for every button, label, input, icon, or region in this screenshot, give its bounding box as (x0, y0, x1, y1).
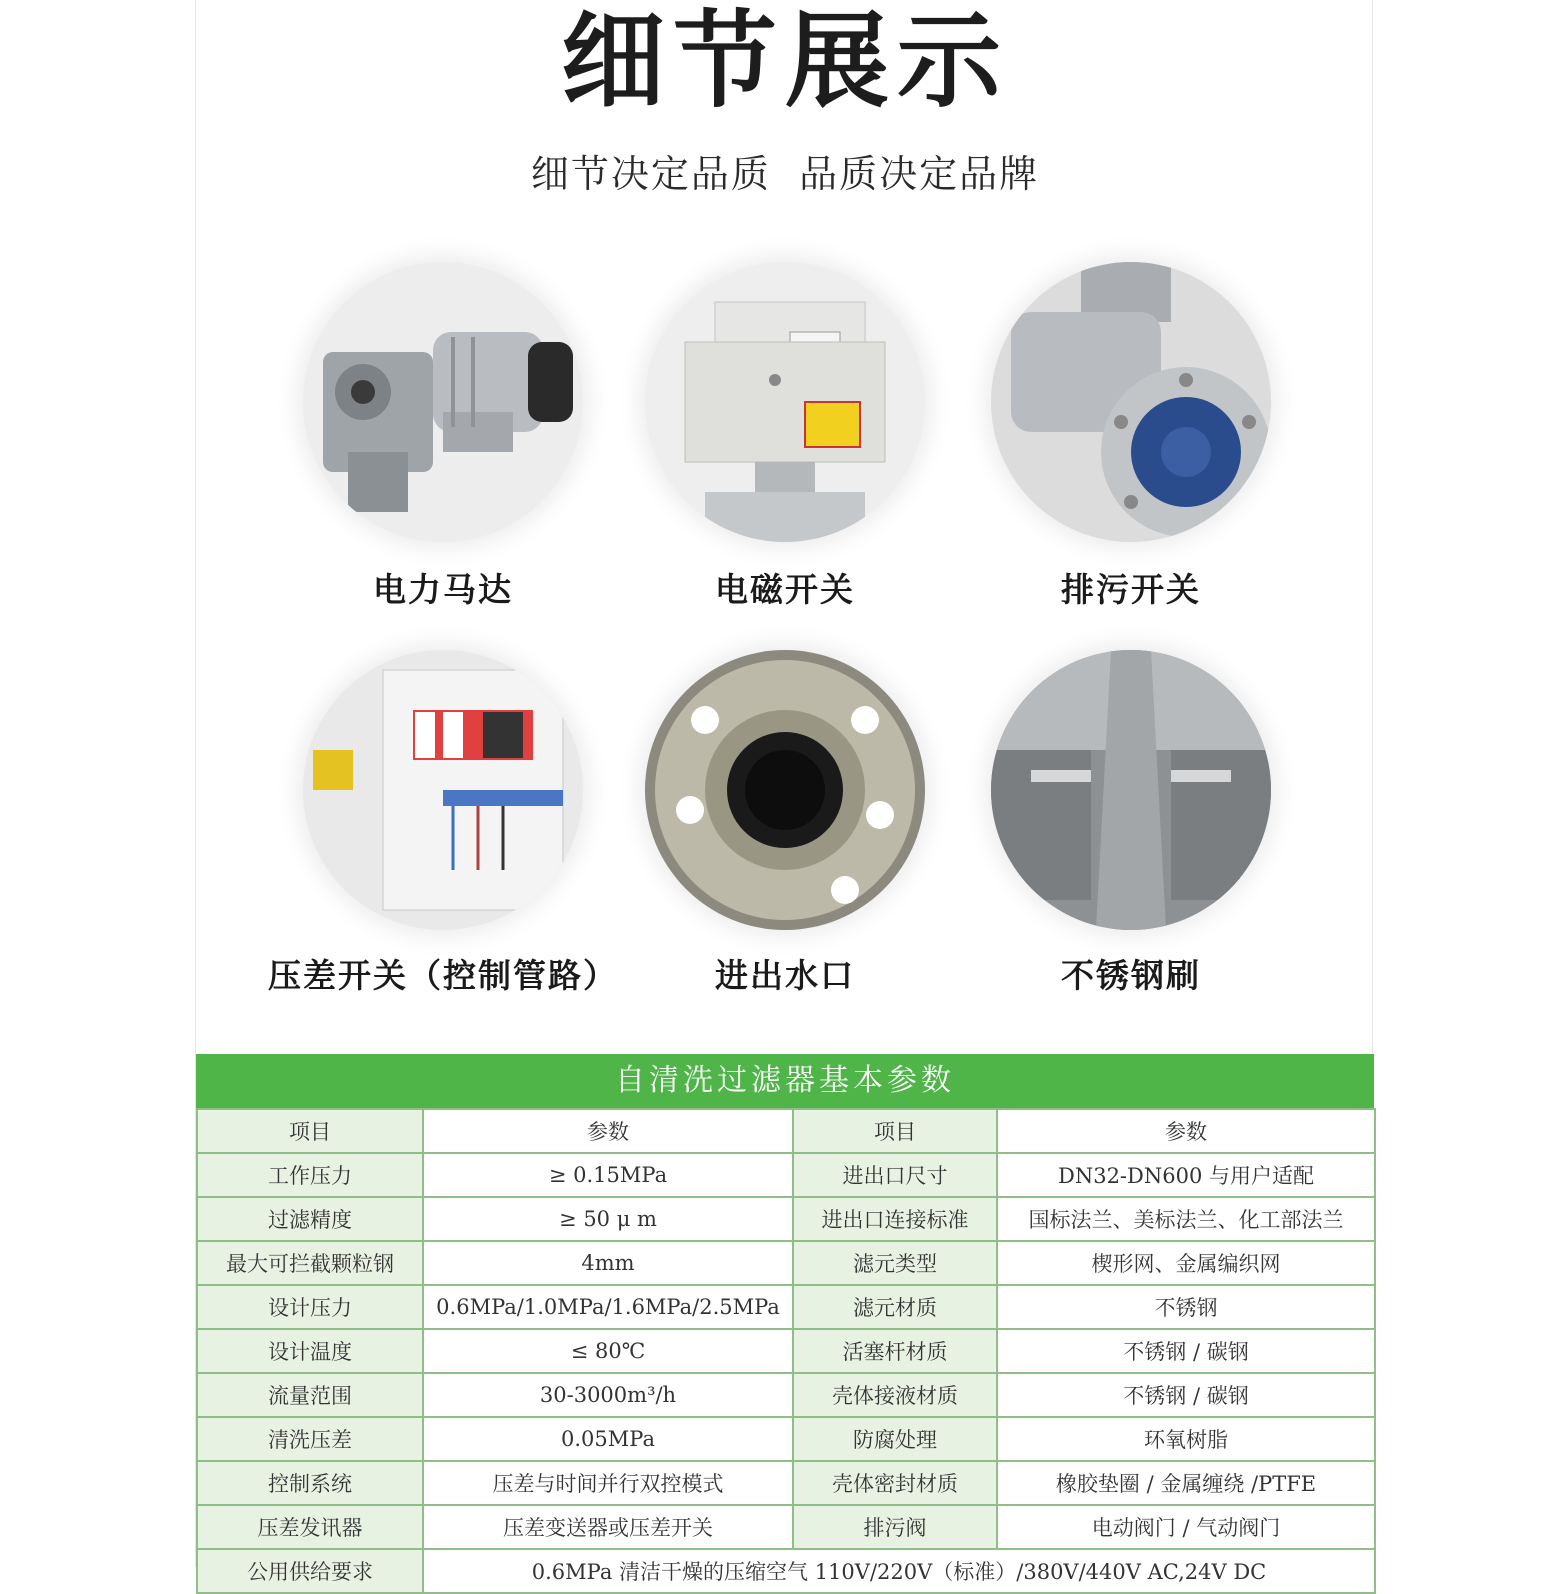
params-table (196, 1108, 1376, 1594)
page-subtitle: 细节决定品质 品质决定品牌 (530, 152, 1040, 196)
params-section (196, 1054, 1374, 1594)
param-value: DN32-DN600 与用户适配 (997, 1153, 1375, 1197)
detail-item-control-cabinet (263, 650, 623, 1010)
table-row (197, 1373, 1375, 1417)
header-cell: 参数 (423, 1109, 793, 1153)
params-title: 自清洗过滤器基本参数 (196, 1054, 1374, 1108)
table-row (197, 1505, 1375, 1549)
header-cell: 参数 (997, 1109, 1375, 1153)
detail-label: 压差开关（控制管路） (268, 956, 618, 995)
param-name: 设计温度 (197, 1329, 423, 1373)
param-name: 活塞杆材质 (793, 1329, 997, 1373)
control-cabinet-icon (303, 650, 583, 930)
param-name: 过滤精度 (197, 1197, 423, 1241)
param-value: 不锈钢 (997, 1285, 1375, 1329)
drain-valve-icon (991, 262, 1271, 542)
param-value: 不锈钢 / 碳钢 (997, 1373, 1375, 1417)
detail-label: 电力马达 (373, 570, 513, 609)
table-row (197, 1285, 1375, 1329)
param-value: 30-3000m³/h (423, 1373, 793, 1417)
param-name: 压差发讯器 (197, 1505, 423, 1549)
detail-label: 电磁开关 (715, 570, 855, 609)
detail-label: 不锈钢刷 (1061, 956, 1201, 995)
table-row (197, 1241, 1375, 1285)
table-row (197, 1329, 1375, 1373)
param-value: ≥ 0.15MPa (423, 1153, 793, 1197)
table-row (197, 1461, 1375, 1505)
table-row (197, 1197, 1375, 1241)
param-name: 公用供给要求 (197, 1549, 423, 1593)
param-name: 流量范围 (197, 1373, 423, 1417)
table-row (197, 1417, 1375, 1461)
detail-item-motor (263, 262, 623, 622)
param-value: 压差变送器或压差开关 (423, 1505, 793, 1549)
product-detail-sheet (195, 0, 1373, 1584)
steel-brush-icon (991, 650, 1271, 930)
param-value: 环氧树脂 (997, 1417, 1375, 1461)
param-value: 楔形网、金属编织网 (997, 1241, 1375, 1285)
param-name: 清洗压差 (197, 1417, 423, 1461)
detail-item-steel-brush (951, 650, 1311, 1010)
param-value: 不锈钢 / 碳钢 (997, 1329, 1375, 1373)
detail-label: 排污开关 (1061, 570, 1201, 609)
param-value: 国标法兰、美标法兰、化工部法兰 (997, 1197, 1375, 1241)
param-value: 0.6MPa 清洁干燥的压缩空气 110V/220V（标准）/380V/440V AC,24V DC (423, 1549, 1375, 1593)
motor-icon (303, 262, 583, 542)
param-name: 工作压力 (197, 1153, 423, 1197)
param-value: 橡胶垫圈 / 金属缠绕 /PTFE (997, 1461, 1375, 1505)
param-name: 壳体密封材质 (793, 1461, 997, 1505)
table-row (197, 1153, 1375, 1197)
table-row-last (197, 1549, 1375, 1593)
header-cell: 项目 (197, 1109, 423, 1153)
param-name: 控制系统 (197, 1461, 423, 1505)
detail-item-flange (605, 650, 965, 1010)
detail-label: 进出水口 (715, 956, 855, 995)
param-value: 0.05MPa (423, 1417, 793, 1461)
param-name: 壳体接液材质 (793, 1373, 997, 1417)
flange-icon (645, 650, 925, 930)
param-value: ≥ 50 μ m (423, 1197, 793, 1241)
param-name: 防腐处理 (793, 1417, 997, 1461)
param-value: 4mm (423, 1241, 793, 1285)
param-value: 电动阀门 / 气动阀门 (997, 1505, 1375, 1549)
detail-item-electric-valve (605, 262, 965, 622)
param-name: 最大可拦截颗粒钢 (197, 1241, 423, 1285)
param-name: 排污阀 (793, 1505, 997, 1549)
param-name: 进出口尺寸 (793, 1153, 997, 1197)
electric-valve-icon (645, 262, 925, 542)
table-header-row (197, 1109, 1375, 1153)
param-value: 0.6MPa/1.0MPa/1.6MPa/2.5MPa (423, 1285, 793, 1329)
param-value: 压差与时间并行双控模式 (423, 1461, 793, 1505)
param-value: ≤ 80℃ (423, 1329, 793, 1373)
param-name: 进出口连接标准 (793, 1197, 997, 1241)
param-name: 滤元类型 (793, 1241, 997, 1285)
page-title: 细节展示 (560, 0, 1009, 122)
detail-item-drain-valve (951, 262, 1311, 622)
param-name: 设计压力 (197, 1285, 423, 1329)
param-name: 滤元材质 (793, 1285, 997, 1329)
header-cell: 项目 (793, 1109, 997, 1153)
